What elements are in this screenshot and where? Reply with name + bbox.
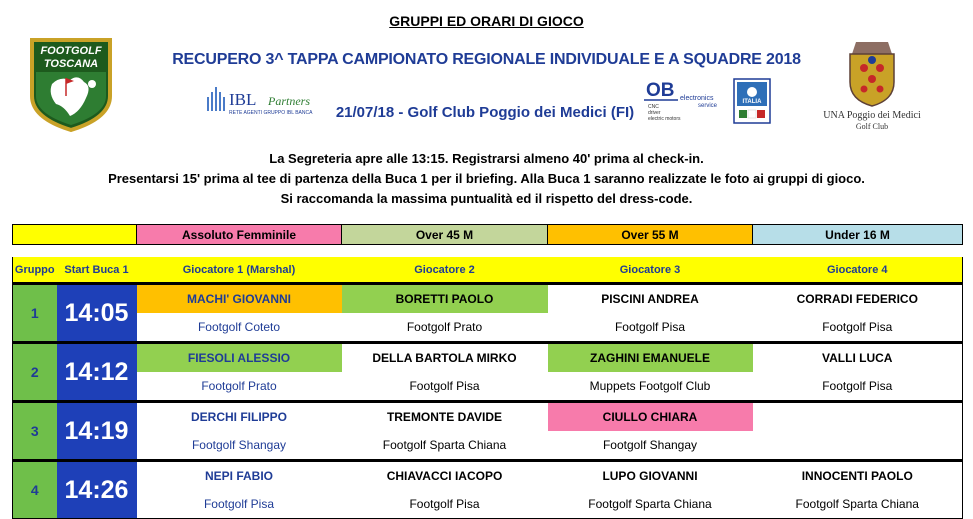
italia-badge-text: ITALIA [742,99,762,105]
poggio-dei-medici-logo [816,38,928,133]
group-row [13,402,963,432]
player-club: Footgolf Prato [201,379,277,393]
ob-logo-line2: service [698,103,718,109]
player-name: TREMONTE DAVIDE [342,402,548,432]
group-row [13,343,963,373]
category-over-55: Over 55 M [548,225,753,245]
category-legend [12,224,963,245]
player-club: Footgolf Sparta Chiana [753,490,963,519]
player-name: CIULLO CHIARA [548,402,753,432]
groups-body [13,284,963,519]
footgolf-toscana-logo [26,36,116,132]
category-over-45: Over 45 M [342,225,548,245]
group-number: 3 [13,402,57,461]
ob-logo-item-1: CNC [648,104,659,110]
header-giocatore-2: Giocatore 2 [414,263,475,276]
player-name: CORRADI FEDERICO [753,284,963,314]
player-club: Footgolf Shangay [191,438,287,452]
start-time: 14:05 [57,284,137,343]
category-assoluto-femminile: Assoluto Femminile [137,225,342,245]
player-name: DERCHI FILIPPO [137,402,342,432]
player-name: MACHI' GIOVANNI [137,284,342,314]
footgolf-logo-line1: FOOTGOLF [40,45,102,57]
player-club: Footgolf Coteto [197,320,281,334]
player-name: BORETTI PAOLO [342,284,548,314]
ob-logo-item-2: driver [648,110,661,116]
ob-logo-name: OB [646,80,675,101]
header-gruppo: Gruppo [13,257,57,284]
player-name [753,402,963,432]
footgolf-logo-line2: TOSCANA [43,58,99,70]
player-name: CHIAVACCI IACOPO [342,461,548,491]
player-name: NEPI FABIO [137,461,342,491]
group-club-row [13,313,963,343]
start-time: 14:12 [57,343,137,402]
player-name: FIESOLI ALESSIO [137,343,342,373]
ob-logo-line1: electronics [680,95,714,102]
player-club: Footgolf Pisa [342,490,548,519]
group-row [13,284,963,314]
group-club-row [13,431,963,461]
start-time: 14:26 [57,461,137,519]
ibl-partners-logo [205,83,330,117]
player-name: ZAGHINI EMANUELE [548,343,753,373]
category-blank [13,225,137,245]
player-club [753,431,963,461]
italia-federation-badge [733,78,771,124]
info-line-3: Si raccomanda la massima puntualità ed il rispetto del dress-code. [280,191,693,206]
header-giocatore-1: Giocatore 1 (Marshal) [182,263,296,276]
groups-table [12,257,963,519]
poggio-logo-sub: Golf Club [855,122,889,131]
page-title: GRUPPI ED ORARI DI GIOCO [389,13,584,29]
player-name: PISCINI ANDREA [548,284,753,314]
player-club: Muppets Footgolf Club [589,379,711,393]
player-club: Footgolf Pisa [614,320,686,334]
player-club: Footgolf Pisa [753,372,963,402]
group-row [13,461,963,491]
group-club-row [13,372,963,402]
category-under-16: Under 16 M [753,225,963,245]
info-line-1: La Segreteria apre alle 13:15. Registrarsi almeno 40' prima al check-in. [269,151,704,166]
player-club: Footgolf Pisa [409,379,480,393]
player-club: Footgolf Prato [406,320,483,334]
group-number: 1 [13,284,57,343]
player-club: Footgolf Pisa [753,313,963,343]
player-name: LUPO GIOVANNI [548,461,753,491]
ibl-logo-tagline: RETE AGENTI GRUPPO IBL BANCA [229,110,313,116]
event-date-venue: 21/07/18 - Golf Club Poggio dei Medici (FI) [335,104,635,121]
ibl-logo-partners: Partners [268,94,310,108]
event-title: RECUPERO 3^ TAPPA CAMPIONATO REGIONALE INDIVIDUALE E A SQUADRE 2018 [172,51,801,68]
player-club: Footgolf Sparta Chiana [382,438,507,452]
player-name: VALLI LUCA [753,343,963,373]
group-number: 2 [13,343,57,402]
ibl-logo-name: IBL [229,90,257,109]
player-name: INNOCENTI PAOLO [753,461,963,491]
header-giocatore-4: Giocatore 4 [753,257,963,284]
player-name: DELLA BARTOLA MIRKO [342,343,548,373]
player-club: Footgolf Sparta Chiana [548,490,753,519]
player-club: Footgolf Shangay [602,438,698,452]
header-start-buca: Start Buca 1 [64,263,129,276]
poggio-logo-name: UNA Poggio dei Medici [823,110,921,121]
group-club-row [13,490,963,519]
ob-logo-item-3: electric motors [648,116,681,122]
ob-electronics-logo [640,78,724,122]
player-club: Footgolf Pisa [137,490,342,519]
group-number: 4 [13,461,57,519]
header-giocatore-3: Giocatore 3 [619,263,681,276]
start-time: 14:19 [57,402,137,461]
info-line-2: Presentarsi 15' prima al tee di partenza della Buca 1 per il briefing. Alla Buca 1 saranno realizzate le foto ai gruppi di gioco. [108,171,865,186]
